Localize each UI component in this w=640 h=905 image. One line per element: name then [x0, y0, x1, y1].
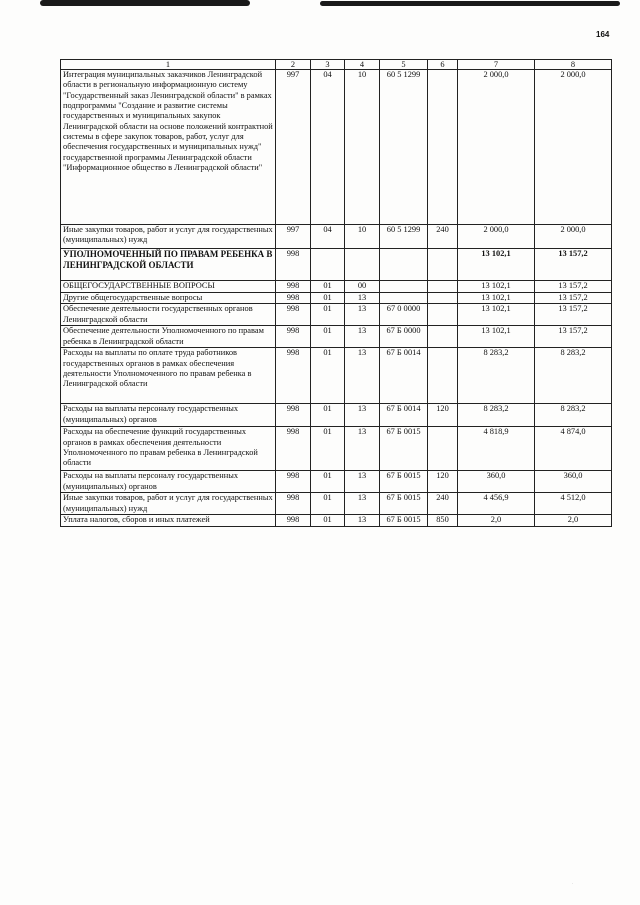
- column-header: 6: [428, 60, 458, 70]
- row-target-code: 67 Б 0015: [380, 493, 428, 515]
- row-expense-type: [428, 304, 458, 326]
- row-amount-col7: 360,0: [458, 471, 535, 493]
- row-ministry-code: 998: [276, 281, 311, 293]
- row-subsection-code: 13: [345, 493, 380, 515]
- row-amount-col7: 2 000,0: [458, 70, 535, 225]
- row-amount-col8: 360,0: [535, 471, 612, 493]
- row-amount-col7: 4 818,9: [458, 427, 535, 471]
- column-header: 7: [458, 60, 535, 70]
- row-ministry-code: 998: [276, 427, 311, 471]
- row-subsection-code: 13: [345, 471, 380, 493]
- row-amount-col7: 8 283,2: [458, 348, 535, 404]
- row-section-code: 01: [311, 427, 345, 471]
- row-subsection-code: 13: [345, 427, 380, 471]
- row-name: Расходы на выплаты персоналу государственных (муниципальных) органов: [61, 404, 276, 427]
- row-ministry-code: 997: [276, 225, 311, 249]
- row-name: Интеграция муниципальных заказчиков Ленинградской области в региональную информационную систему "Государственный заказ Ленинградской области" в рамках подпрограммы "Создание и развитие системы государственных и муниципальных закупок Ленинградской области на основе положений контрактной системы в сфере закупок товаров, работ, услуг для обеспечения государственных и муниципальных нужд" государственной программы Ленинградской области "Информационное общество в Ленинградской области": [61, 70, 276, 225]
- row-expense-type: [428, 281, 458, 293]
- row-section-code: 04: [311, 225, 345, 249]
- row-expense-type: 240: [428, 225, 458, 249]
- row-name: Обеспечение деятельности государственных органов Ленинградской области: [61, 304, 276, 326]
- row-ministry-code: 998: [276, 404, 311, 427]
- column-header: 3: [311, 60, 345, 70]
- row-expense-type: 120: [428, 404, 458, 427]
- row-section-code: [311, 249, 345, 281]
- row-amount-col7: 13 102,1: [458, 293, 535, 304]
- row-section-code: 01: [311, 348, 345, 404]
- row-ministry-code: 998: [276, 326, 311, 348]
- row-amount-col8: 8 283,2: [535, 348, 612, 404]
- row-section-code: 01: [311, 404, 345, 427]
- row-amount-col8: 4 874,0: [535, 427, 612, 471]
- table-row: [61, 281, 612, 293]
- row-amount-col8: 8 283,2: [535, 404, 612, 427]
- row-amount-col7: 2 000,0: [458, 225, 535, 249]
- row-subsection-code: 13: [345, 326, 380, 348]
- row-section-code: 04: [311, 70, 345, 225]
- row-amount-col7: 2,0: [458, 515, 535, 527]
- table-row: [61, 427, 612, 471]
- table-row: [61, 225, 612, 249]
- row-subsection-code: 13: [345, 293, 380, 304]
- row-target-code: 60 5 1299: [380, 70, 428, 225]
- row-target-code: 67 Б 0000: [380, 326, 428, 348]
- row-expense-type: [428, 249, 458, 281]
- scan-artifact-bar: [40, 0, 250, 6]
- row-expense-type: 240: [428, 493, 458, 515]
- table-header-row: [61, 60, 612, 70]
- row-ministry-code: 998: [276, 293, 311, 304]
- table-row: [61, 471, 612, 493]
- row-target-code: 67 Б 0015: [380, 427, 428, 471]
- row-name: Обеспечение деятельности Уполномоченного по правам ребенка в Ленинградской области: [61, 326, 276, 348]
- row-section-code: 01: [311, 304, 345, 326]
- row-amount-col7: 4 456,9: [458, 493, 535, 515]
- row-name: Расходы на выплаты по оплате труда работников государственных органов в рамках обеспечения деятельности Уполномоченного по правам ребенка в Ленинградской области: [61, 348, 276, 404]
- row-section-code: 01: [311, 293, 345, 304]
- row-name: Другие общегосударственные вопросы: [61, 293, 276, 304]
- row-target-code: [380, 281, 428, 293]
- row-expense-type: 120: [428, 471, 458, 493]
- row-ministry-code: 998: [276, 348, 311, 404]
- row-amount-col7: 8 283,2: [458, 404, 535, 427]
- row-amount-col8: 2 000,0: [535, 70, 612, 225]
- column-header: 8: [535, 60, 612, 70]
- row-section-code: 01: [311, 515, 345, 527]
- scan-artifact-bar: [320, 1, 620, 6]
- row-expense-type: [428, 348, 458, 404]
- row-subsection-code: 13: [345, 304, 380, 326]
- row-subsection-code: 13: [345, 515, 380, 527]
- row-name: Иные закупки товаров, работ и услуг для государственных (муниципальных) нужд: [61, 225, 276, 249]
- row-section-code: 01: [311, 326, 345, 348]
- row-name: Иные закупки товаров, работ и услуг для государственных (муниципальных) нужд: [61, 493, 276, 515]
- row-subsection-code: 10: [345, 70, 380, 225]
- row-subsection-code: 13: [345, 348, 380, 404]
- row-amount-col8: 13 157,2: [535, 293, 612, 304]
- row-subsection-code: 13: [345, 404, 380, 427]
- row-amount-col8: 13 157,2: [535, 281, 612, 293]
- table-row: [61, 493, 612, 515]
- row-section-code: 01: [311, 281, 345, 293]
- row-section-code: 01: [311, 493, 345, 515]
- row-amount-col8: 13 157,2: [535, 326, 612, 348]
- row-name: ОБЩЕГОСУДАРСТВЕННЫЕ ВОПРОСЫ: [61, 281, 276, 293]
- row-target-code: 67 Б 0015: [380, 515, 428, 527]
- column-header: 2: [276, 60, 311, 70]
- row-amount-col8: 4 512,0: [535, 493, 612, 515]
- table-row: [61, 515, 612, 527]
- table-row: [61, 293, 612, 304]
- row-subsection-code: 10: [345, 225, 380, 249]
- row-ministry-code: 998: [276, 249, 311, 281]
- table-row: [61, 348, 612, 404]
- row-amount-col8: 2 000,0: [535, 225, 612, 249]
- row-amount-col7: 13 102,1: [458, 326, 535, 348]
- row-section-code: 01: [311, 471, 345, 493]
- row-name: Уплата налогов, сборов и иных платежей: [61, 515, 276, 527]
- row-amount-col8: 2,0: [535, 515, 612, 527]
- column-header: 5: [380, 60, 428, 70]
- row-ministry-code: 998: [276, 304, 311, 326]
- row-amount-col8: 13 157,2: [535, 304, 612, 326]
- table-row: [61, 404, 612, 427]
- column-header: 1: [61, 60, 276, 70]
- budget-table: [60, 59, 612, 527]
- row-target-code: 60 5 1299: [380, 225, 428, 249]
- row-amount-col7: 13 102,1: [458, 304, 535, 326]
- page-number: 164: [596, 30, 610, 39]
- row-name: Расходы на выплаты персоналу государственных (муниципальных) органов: [61, 471, 276, 493]
- table-row: [61, 304, 612, 326]
- table-row: [61, 249, 612, 281]
- table-row: [61, 326, 612, 348]
- row-subsection-code: [345, 249, 380, 281]
- row-target-code: 67 Б 0014: [380, 348, 428, 404]
- row-ministry-code: 997: [276, 70, 311, 225]
- row-amount-col7: 13 102,1: [458, 249, 535, 281]
- row-expense-type: [428, 70, 458, 225]
- row-subsection-code: 00: [345, 281, 380, 293]
- row-expense-type: [428, 326, 458, 348]
- row-expense-type: [428, 293, 458, 304]
- row-name: Расходы на обеспечение функций государственных органов в рамках обеспечения деятельности Уполномоченного по правам ребенка в Ленинградской области: [61, 427, 276, 471]
- row-name: УПОЛНОМОЧЕННЫЙ ПО ПРАВАМ РЕБЕНКА В ЛЕНИНГРАДСКОЙ ОБЛАСТИ: [61, 249, 276, 281]
- row-target-code: 67 Б 0015: [380, 471, 428, 493]
- row-ministry-code: 998: [276, 515, 311, 527]
- row-target-code: [380, 293, 428, 304]
- row-expense-type: [428, 427, 458, 471]
- row-target-code: 67 0 0000: [380, 304, 428, 326]
- row-ministry-code: 998: [276, 471, 311, 493]
- row-ministry-code: 998: [276, 493, 311, 515]
- row-target-code: [380, 249, 428, 281]
- row-amount-col8: 13 157,2: [535, 249, 612, 281]
- row-amount-col7: 13 102,1: [458, 281, 535, 293]
- table-row: [61, 70, 612, 225]
- scan-mark: .: [572, 880, 574, 885]
- column-header: 4: [345, 60, 380, 70]
- row-target-code: 67 Б 0014: [380, 404, 428, 427]
- row-expense-type: 850: [428, 515, 458, 527]
